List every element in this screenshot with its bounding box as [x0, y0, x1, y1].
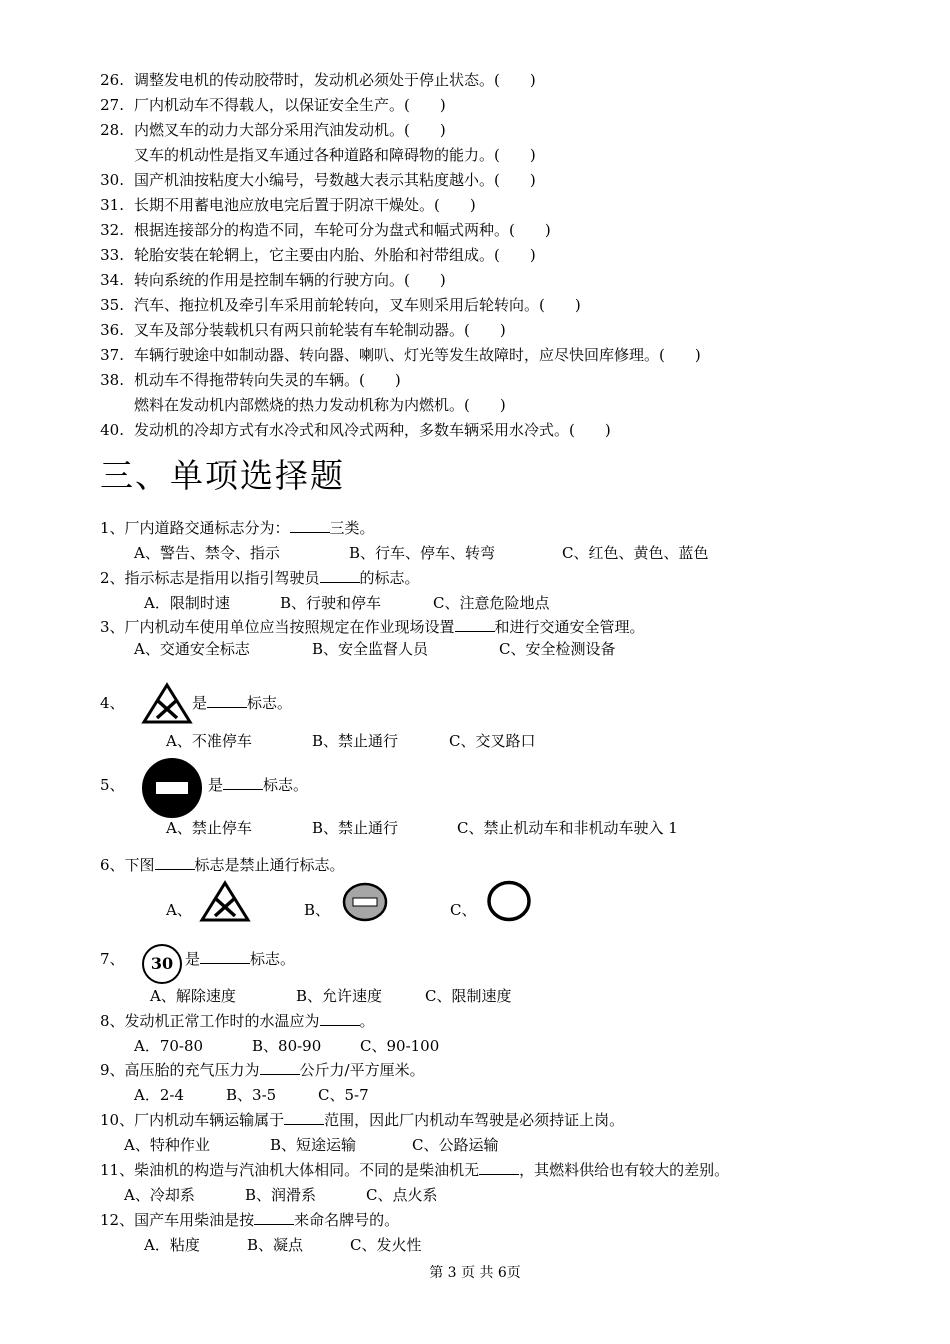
q5-option-b: B、禁止通行: [312, 819, 399, 837]
question-11: 11、柴油机的构造与汽油机大体相同。不同的是柴油机无 ，其燃料供给也有较大的差别。: [100, 1161, 730, 1179]
q12-option-c: C、发火性: [350, 1236, 422, 1254]
no-passage-circle-sign-icon: [486, 880, 532, 922]
answer-blank: [290, 518, 330, 533]
question-2: 2、指示标志是指用以指引驾驶员 的标志。: [100, 569, 420, 587]
q4-option-a: A、不准停车: [166, 732, 252, 750]
q6-option-c: C、: [450, 901, 477, 919]
question-9: 9、高压胎的充气压力为 公斤力/平方厘米。: [100, 1061, 425, 1079]
q9-option-a: A．2-4: [134, 1086, 184, 1104]
no-entry-sign-icon: [141, 757, 203, 819]
answer-blank: [200, 949, 250, 964]
answer-blank: [223, 775, 263, 790]
answer-blank: [479, 1160, 519, 1175]
speed-limit-30-sign-icon: 30: [142, 944, 182, 984]
q11-option-a: A、冷却系: [124, 1186, 195, 1204]
question-3: 3、厂内机动车使用单位应当按照规定在作业现场设置 和进行交通安全管理。: [100, 618, 645, 636]
q2-option-b: B、行驶和停车: [280, 594, 382, 612]
q7-option-c: C、限制速度: [425, 987, 512, 1005]
answer-blank: [260, 1060, 300, 1075]
answer-blank: [455, 617, 495, 632]
q12-option-a: A．粘度: [144, 1236, 200, 1254]
question-7: 是 标志。: [185, 950, 296, 968]
q3-option-c: C、安全检测设备: [499, 640, 616, 658]
q4-option-b: B、禁止通行: [312, 732, 399, 750]
section-title: 三、单项选择题: [100, 456, 345, 495]
q8-option-a: A．70-80: [134, 1037, 204, 1055]
q6-option-a: A、: [166, 901, 192, 919]
q3-option-b: B、安全监督人员: [312, 640, 429, 658]
q5-option-a: A、禁止停车: [166, 819, 252, 837]
crossroads-warning-sign-icon: [200, 880, 250, 922]
q4-number: 4、: [100, 694, 125, 712]
page-footer: 第 3 页 共 6页: [429, 1265, 521, 1281]
answer-blank: [254, 1210, 294, 1225]
no-entry-grey-sign-icon: [342, 882, 388, 922]
q11-option-c: C、点火系: [366, 1186, 438, 1204]
q4-option-c: C、交叉路口: [449, 732, 536, 750]
q5-option-c: C、禁止机动车和非机动车驶入 1: [457, 819, 678, 837]
q3-option-a: A、交通安全标志: [134, 640, 250, 658]
question-5: 是 标志。: [208, 776, 309, 794]
q2-option-c: C、注意危险地点: [433, 594, 550, 612]
q1-option-a: A、警告、禁令、指示: [134, 544, 280, 562]
q9-option-b: B、3-5: [226, 1086, 277, 1104]
q7-option-a: A、解除速度: [150, 987, 236, 1005]
answer-blank: [320, 1011, 360, 1026]
q8-option-b: B、80-90: [252, 1037, 322, 1055]
answer-blank: [320, 568, 360, 583]
q11-option-b: B、润滑系: [245, 1186, 317, 1204]
answer-blank: [284, 1110, 324, 1125]
q10-option-c: C、公路运输: [412, 1136, 499, 1154]
question-10: 10、厂内机动车辆运输属于 范围，因此厂内机动车驾驶是必须持证上岗。: [100, 1111, 625, 1129]
question-6: 6、下图 标志是禁止通行标志。: [100, 856, 345, 874]
question-4: 是 标志。: [192, 694, 293, 712]
question-8: 8、发动机正常工作时的水温应为 。: [100, 1012, 375, 1030]
q1-option-c: C、红色、黄色、蓝色: [562, 544, 709, 562]
q12-option-b: B、凝点: [247, 1236, 304, 1254]
q10-option-b: B、短途运输: [270, 1136, 357, 1154]
q7-number: 7、: [100, 950, 125, 968]
crossroads-warning-sign-icon: [142, 682, 192, 724]
question-12: 12、国产车用柴油是按 来命名牌号的。: [100, 1211, 400, 1229]
question-1: 1、厂内道路交通标志分为： 三类。: [100, 519, 375, 537]
q8-option-c: C、90-100: [360, 1037, 440, 1055]
q9-option-c: C、5-7: [318, 1086, 369, 1104]
q10-option-a: A、特种作业: [124, 1136, 210, 1154]
answer-blank: [207, 693, 247, 708]
q6-option-b: B、: [304, 901, 331, 919]
q1-option-b: B、行车、停车、转弯: [349, 544, 496, 562]
q5-number: 5、: [100, 776, 125, 794]
answer-blank: [155, 855, 195, 870]
q7-option-b: B、允许速度: [296, 987, 383, 1005]
q2-option-a: A．限制时速: [144, 594, 230, 612]
